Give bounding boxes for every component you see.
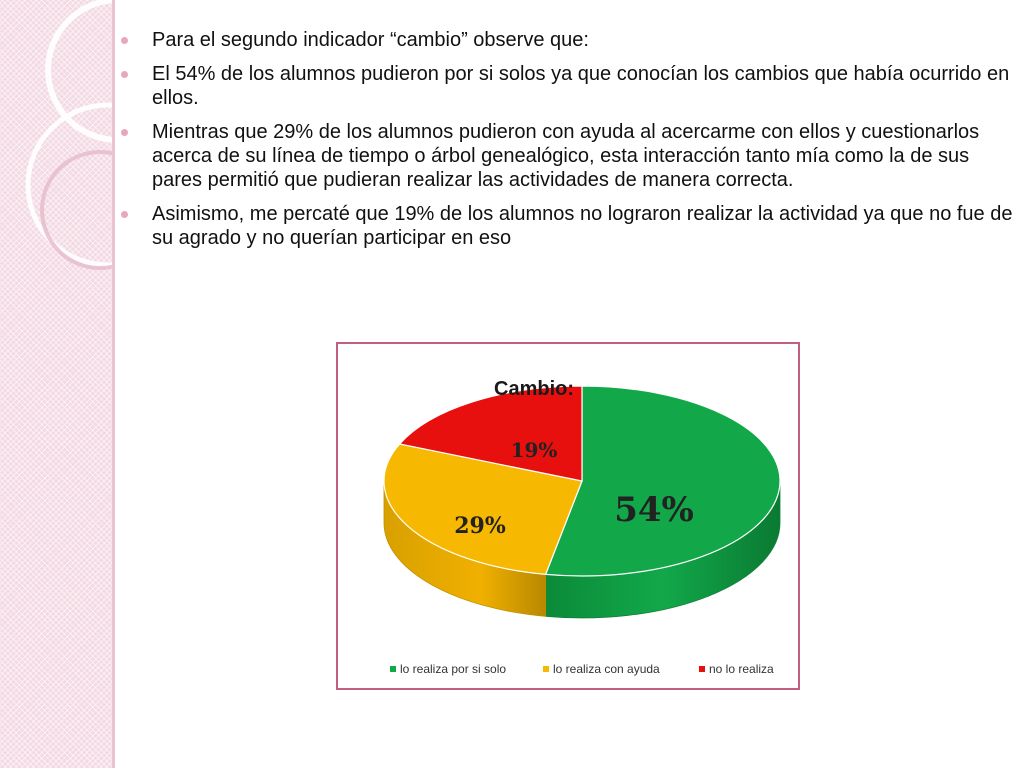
bullet-icon [121,211,128,218]
legend-label-no-lo-realiza: no lo realiza [709,662,774,676]
data-label-lo-realiza-por-si-solo: 54% [614,490,694,530]
data-label-no-lo-realiza: 19% [510,438,558,462]
pie-slices [384,386,780,576]
legend-marker-lo-realiza-con-ayuda [543,666,549,672]
chart-title: Cambio: [494,378,574,400]
decorative-rings [0,0,112,768]
bullet-text: Asimismo, me percaté que 19% de los alumnos no lograron realizar la actividad ya que no fue de su agrado y no querían participar en eso [152,203,1013,249]
bullet-icon [121,129,128,136]
bullet-text: El 54% de los alumnos pudieron por si solos ya que conocían los cambios que había ocurrido en ellos. [152,63,1010,109]
bullet-item [118,28,1018,52]
legend-label-lo-realiza-con-ayuda: lo realiza con ayuda [553,662,660,676]
chart-frame [336,342,800,690]
bullet-item [118,202,1018,250]
pie-chart [338,344,798,688]
decorative-side-panel [0,0,112,768]
bullet-item [118,120,1018,192]
bullet-list [118,28,1018,260]
bullet-icon [121,71,128,78]
bullet-text: Para el segundo indicador “cambio” observe que: [152,29,589,51]
bullet-text: Mientras que 29% de los alumnos pudieron con ayuda al acercarme con ellos y cuestionarlos acerca de su línea de tiempo o árbol genealógico, esta interacción tanto mía como la de sus pares permitió que pudieran realizar las actividades de manera correcta. [152,121,980,191]
data-label-lo-realiza-con-ayuda: 29% [454,513,506,539]
legend-marker-lo-realiza-por-si-solo [390,666,396,672]
legend-marker-no-lo-realiza [699,666,705,672]
bullet-item [118,62,1018,110]
chart-legend [390,662,774,676]
legend-label-lo-realiza-por-si-solo: lo realiza por si solo [400,662,507,676]
side-panel-edge [112,0,115,768]
bullet-icon [121,37,128,44]
